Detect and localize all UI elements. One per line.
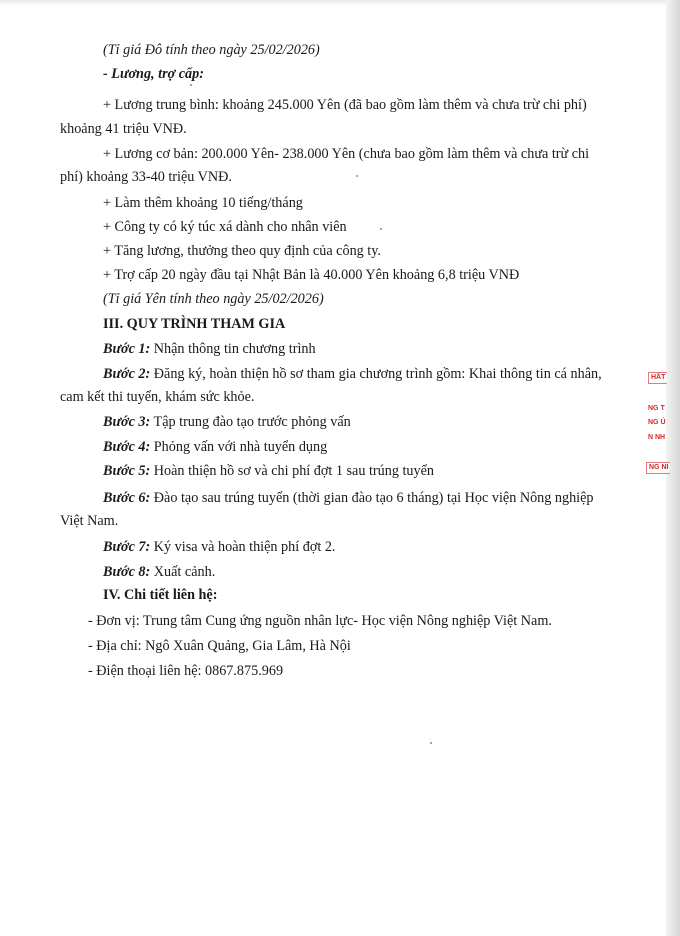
step-2-continuation: cam kết thi tuyển, khám sức khỏe. [60,389,255,405]
step-6 [103,489,594,507]
step-label: Bước 2: [103,366,151,382]
step-text: Đào tạo sau trúng tuyển (thời gian đào tạo 6 tháng) tại Học viện Nông nghiệp [150,490,594,506]
stamp-fragment: HẤT [648,372,667,384]
dormitory-line: + Công ty có ký túc xá dành cho nhân viên [103,219,347,235]
step-1 [103,340,316,358]
step-7 [103,538,335,556]
step-label: Bước 5: [103,463,151,479]
step-label: Bước 4: [103,439,151,455]
stamp-fragment: NG Ú [648,419,666,426]
avg-salary-line-1: + Lương trung bình: khoảng 245.000 Yên (đã bao gồm làm thêm và chưa trừ chi phí) [103,97,587,113]
contact-address: - Địa chỉ: Ngô Xuân Quảng, Gia Lâm, Hà Nội [88,638,351,654]
contact-phone: - Điện thoại liên hệ: 0867.875.969 [88,663,284,679]
step-label: Bước 6: [103,490,151,506]
step-text: Xuất cảnh. [150,564,216,580]
step-text: Hoàn thiện hồ sơ và chi phí đợt 1 sau trúng tuyển [150,463,434,479]
raise-line: + Tăng lương, thưởng theo quy định của công ty. [103,243,381,259]
contact-unit: - Đơn vị: Trung tâm Cung ứng nguồn nhân lực- Học viện Nông nghiệp Việt Nam. [88,613,552,629]
scan-speck [430,742,432,744]
step-label: Bước 8: [103,564,151,580]
step-label: Bước 1: [103,341,151,357]
scan-speck [356,175,358,177]
step-label: Bước 7: [103,539,151,555]
step-label: Bước 3: [103,414,151,430]
section-3-heading: III. QUY TRÌNH THAM GIA [103,316,286,332]
step-text: Ký visa và hoàn thiện phí đợt 2. [150,539,336,555]
step-6-continuation: Việt Nam. [60,513,119,529]
avg-salary-line-2: khoảng 41 triệu VNĐ. [60,121,187,137]
step-text: Nhận thông tin chương trình [150,341,316,357]
step-3 [103,413,351,431]
salary-heading: - Lương, trợ cấp: [103,66,204,82]
base-salary-line-1: + Lương cơ bản: 200.000 Yên- 238.000 Yên (chưa bao gồm làm thêm và chưa trừ chi [103,146,590,162]
stamp-fragment: N NH [648,434,666,441]
rate-note-yen: (Tỉ giá Yên tính theo ngày 25/02/2026) [103,291,324,307]
step-text: Đăng ký, hoàn thiện hồ sơ tham gia chương trình gồm: Khai thông tin cá nhân, [150,366,602,382]
overtime-line: + Làm thêm khoảng 10 tiếng/tháng [103,195,303,211]
stamp-fragment: NG T [648,405,665,412]
base-salary-line-2: phí) khoảng 33-40 triệu VNĐ. [60,169,232,185]
step-text: Phỏng vấn với nhà tuyển dụng [150,439,328,455]
step-5 [103,462,434,480]
stamp-fragment: NG NI [646,462,670,474]
scan-speck [380,228,382,230]
section-4-heading: IV. Chi tiết liên hệ: [103,587,218,603]
scan-speck [190,84,192,86]
rate-note-dong: (Tỉ giá Đô tính theo ngày 25/02/2026) [103,42,320,58]
step-8 [103,563,215,581]
step-text: Tập trung đào tạo trước phỏng vấn [150,414,351,430]
step-4 [103,438,327,456]
step-2 [103,365,602,383]
scan-top-edge [0,0,666,6]
allowance-line: + Trợ cấp 20 ngày đầu tại Nhật Bản là 40.000 Yên khoảng 6,8 triệu VNĐ [103,267,520,283]
